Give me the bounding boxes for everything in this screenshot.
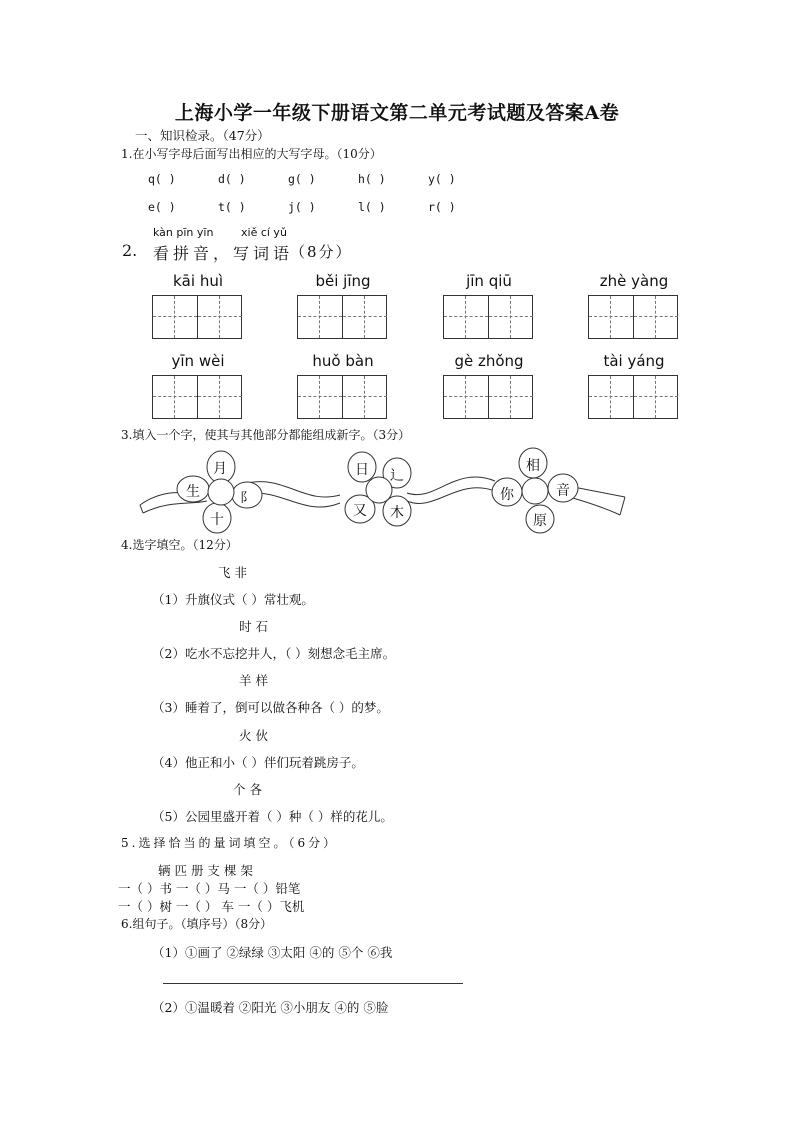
- q2-number: 2.: [122, 241, 138, 260]
- pinyin-label: yīn wèi: [171, 352, 225, 370]
- section-heading: 一、知识检录。（47分）: [135, 128, 270, 143]
- flower3-char: 音: [556, 483, 570, 499]
- q5-line: 一（ ）书 一（ ）马 一（ ）铅笔: [118, 881, 301, 896]
- q4-prompt: 4.选字填空。（12分）: [121, 538, 238, 552]
- q2-pinyin-hint: xiě cí yǔ: [241, 226, 287, 239]
- q4-sentence: （5）公园里盛开着（ ）种（ ）样的花儿。: [152, 809, 393, 824]
- q4-sentence: （3）睡着了，倒可以做各种各（ ）的梦。: [152, 700, 389, 715]
- flower2-char: 又: [353, 503, 367, 519]
- q1-letter: e( ): [148, 200, 176, 214]
- flower2-char: 辶: [390, 468, 404, 484]
- flower3-char: 你: [500, 487, 514, 503]
- writing-grid[interactable]: [152, 295, 242, 339]
- q4-sentence: （2）吃水不忘挖井人，（ ）刻想念毛主席。: [152, 646, 396, 661]
- writing-grid[interactable]: [152, 375, 242, 419]
- q4-sentence: （4）他正和小（ ）伴们玩着跳房子。: [152, 755, 364, 770]
- q4-choices: 时 石: [239, 619, 268, 634]
- writing-grid[interactable]: [588, 375, 678, 419]
- flower2-char: 木: [390, 505, 404, 521]
- pinyin-label: kāi huì: [173, 272, 223, 290]
- q4-choices: 火 伙: [239, 728, 268, 743]
- q5-measure-words: 辆 匹 册 支 棵 架: [158, 863, 253, 878]
- q5-prompt: 5.选择恰当的量词填空。（6分）: [121, 836, 339, 850]
- flower2-char: 日: [355, 462, 369, 478]
- q2-prompt: 看拼音，写词语: [153, 244, 294, 263]
- flower1-char: 十: [210, 512, 224, 528]
- writing-grid[interactable]: [297, 295, 387, 339]
- writing-grid[interactable]: [443, 295, 533, 339]
- answer-line[interactable]: [163, 983, 463, 984]
- q1-letter: r( ): [428, 200, 456, 214]
- q1-letter: j( ): [288, 200, 316, 214]
- q1-letter: h( ): [358, 172, 386, 186]
- flower1-char: 月: [213, 461, 227, 477]
- page-title: 上海小学一年级下册语文第二单元考试题及答案A卷: [174, 102, 620, 124]
- q6-item: （2）①温暖着 ②阳光 ③小朋友 ④的 ⑤脸: [152, 1000, 389, 1015]
- pinyin-label: běi jīng: [315, 272, 371, 290]
- pinyin-label: huǒ bàn: [312, 352, 374, 370]
- flower1-char: 阝: [240, 491, 254, 506]
- q1-letter: t( ): [218, 200, 246, 214]
- writing-grid[interactable]: [297, 375, 387, 419]
- writing-grid[interactable]: [443, 375, 533, 419]
- q3-prompt: 3.填入一个字，使其与其他部分都能组成新字。（3分）: [121, 428, 411, 442]
- q1-letter: y( ): [428, 172, 456, 186]
- q2-pinyin-hint: kàn pīn yīn: [153, 226, 214, 239]
- q5-line: 一（ ）树 一（ ） 车 一（ ）飞机: [118, 899, 305, 914]
- q1-letter: q( ): [148, 172, 176, 186]
- q1-letter: l( ): [358, 200, 386, 214]
- flower3-char: 相: [526, 458, 540, 474]
- q1-letter: d( ): [218, 172, 246, 186]
- q4-choices: 羊 样: [239, 673, 268, 688]
- writing-grid[interactable]: [588, 295, 678, 339]
- pinyin-label: gè zhǒng: [454, 352, 524, 370]
- q6-item: （1）①画了 ②绿绿 ③太阳 ④的 ⑤个 ⑥我: [152, 945, 393, 960]
- q4-sentence: （1）升旗仪式（ ）常壮观。: [152, 592, 314, 607]
- flower1-char: 生: [186, 484, 200, 500]
- pinyin-label: jīn qiū: [466, 272, 512, 290]
- q1-prompt: 1.在小写字母后面写出相应的大写字母。（10分）: [121, 147, 382, 161]
- pinyin-label: tài yáng: [603, 352, 665, 370]
- q1-letter: g( ): [288, 172, 316, 186]
- q4-choices: 飞 非: [218, 565, 247, 580]
- q4-choices: 个 各: [233, 782, 262, 797]
- q6-prompt: 6.组句子。（填序号）（8分）: [121, 917, 273, 931]
- q2-score: （8分）: [290, 243, 353, 261]
- flower3-char: 原: [533, 513, 547, 529]
- pinyin-label: zhè yàng: [599, 272, 669, 290]
